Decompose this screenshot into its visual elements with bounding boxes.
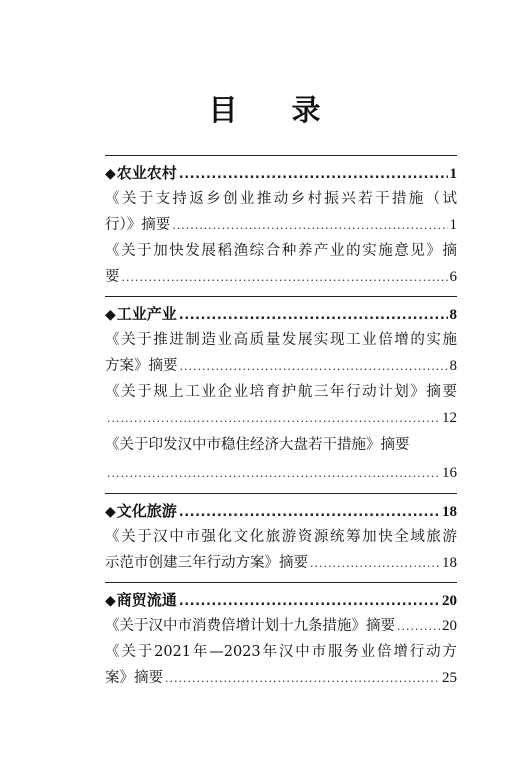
dot-leader [179, 162, 448, 188]
page-number: 6 [449, 269, 457, 285]
page-number: 12 [442, 410, 457, 426]
toc-section-heading[interactable] [105, 587, 457, 613]
toc-entry-title-tail: 方案》摘要 [105, 358, 178, 374]
toc-entry-title[interactable]: 《关于支持返乡创业推动乡村振兴若干措施（试 [105, 191, 457, 207]
toc-entry-title[interactable]: 《关于2021年—2023年汉中市服务业倍增行动方 [105, 644, 457, 660]
toc-section-heading[interactable] [105, 301, 457, 327]
page-number: 18 [442, 555, 457, 571]
diamond-bullet-icon: ◆ [105, 593, 116, 609]
section-divider [105, 582, 457, 583]
toc-entry-title[interactable]: 《关于加快发展稻渔综合种养产业的实施意见》摘 [105, 243, 457, 259]
toc-entry[interactable] [105, 613, 457, 639]
toc-entry-title[interactable]: 《关于印发汉中市稳住经济大盘若干措施》摘要 [105, 437, 410, 453]
page-title: 目 录 [208, 93, 343, 127]
dot-leader [179, 589, 440, 615]
dot-leader [310, 551, 440, 577]
dot-leader [165, 666, 440, 692]
toc-entry-title[interactable]: 《关于规上工业企业培育护航三年行动计划》摘要 [105, 384, 457, 400]
diamond-bullet-icon: ◆ [105, 166, 116, 182]
toc-entry[interactable] [105, 353, 457, 379]
toc-entry-title[interactable]: 《关于汉中市强化文化旅游资源统筹加快全域旅游 [105, 529, 457, 545]
toc-entry-title-tail: 要 [105, 269, 120, 285]
page-number: 25 [442, 670, 457, 686]
toc-entry[interactable] [105, 264, 457, 290]
toc-entry[interactable] [105, 460, 457, 486]
toc-entry-title-tail: 示范市创建三年行动方案》摘要 [105, 555, 308, 571]
dot-leader [179, 500, 440, 526]
section-divider [105, 155, 457, 156]
toc-entry-title-tail: 行）》摘要 [105, 217, 171, 233]
section-divider [105, 296, 457, 297]
toc-section-heading[interactable] [105, 160, 457, 186]
page-number: 16 [442, 465, 457, 481]
page-number: 1 [449, 166, 457, 182]
diamond-bullet-icon: ◆ [105, 307, 116, 323]
page-number: 20 [442, 618, 457, 634]
section-name: 农业农村 [116, 164, 177, 182]
toc-entry[interactable] [105, 212, 457, 238]
page-number: 1 [449, 217, 457, 233]
toc-entry[interactable] [105, 405, 457, 431]
toc-entry-title: 《关于汉中市消费倍增计划十九条措施》摘要 [105, 618, 395, 634]
section-name: 商贸流通 [116, 591, 177, 609]
dot-leader [107, 406, 440, 432]
toc-entry[interactable] [105, 550, 457, 576]
dot-leader [172, 213, 447, 239]
dot-leader [122, 265, 448, 291]
dot-leader [397, 614, 440, 640]
page-number: 8 [449, 358, 457, 374]
section-name: 文化旅游 [116, 502, 177, 520]
dot-leader [180, 354, 448, 380]
toc-entry-title[interactable]: 《关于推进制造业高质量发展实现工业倍增的实施 [105, 332, 457, 348]
toc-entry[interactable] [105, 665, 457, 691]
page-number: 8 [449, 307, 457, 323]
diamond-bullet-icon: ◆ [105, 504, 116, 520]
page-number: 20 [442, 593, 457, 609]
toc-section-heading[interactable] [105, 498, 457, 524]
dot-leader [107, 461, 440, 487]
section-divider [105, 493, 457, 494]
dot-leader [179, 303, 448, 329]
page-number: 18 [442, 504, 457, 520]
section-name: 工业产业 [116, 305, 177, 323]
toc-entry-title-tail: 案》摘要 [105, 670, 163, 686]
